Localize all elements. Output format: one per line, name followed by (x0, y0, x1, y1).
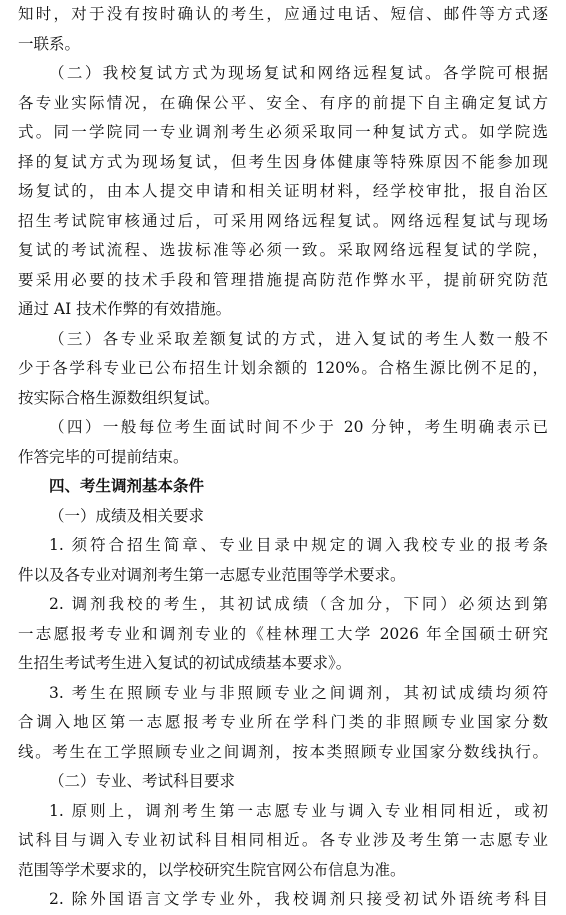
text-line: 场复试的，由本人提交申请和相关证明材料，经学校审批，报自治区 (18, 182, 548, 200)
text-line: 1. 原则上，调剂考生第一志愿专业与调入专业相同相近，或初 (49, 801, 548, 820)
text-line: 一志愿报考专业和调剂专业的《桂林理工大学 2026 年全国硕士研究 (18, 624, 548, 643)
text-line: 作答完毕的可提前结束。 (18, 447, 189, 466)
text-line: 试科目与调入专业初试科目相同相近。各专业涉及考生第一志愿专业 (18, 831, 548, 849)
text-line: （一）成绩及相关要求 (49, 506, 205, 525)
section-heading: 四、考生调剂基本条件 (49, 477, 205, 495)
text-line: 式。同一学院同一专业调剂考生必须采取同一种复试方式。如学院选 (18, 123, 548, 141)
text-line: （三）各专业采取差额复试的方式，进入复试的考生人数一般不 (49, 329, 548, 348)
text-line: 通过 AI 技术作弊的有效措施。 (18, 300, 232, 318)
text-line: （二）专业、考试科目要求 (49, 772, 236, 790)
text-line: 复试的考试流程、选拔标准等必须一致。采取网络远程复试的学院， (18, 241, 548, 259)
text-line: 范围等学术要求的，以学校研究生院官网公布信息为准。 (18, 860, 406, 879)
document-page (18, 0, 548, 915)
text-line: 2. 除外国语言文学专业外，我校调剂只接受初试外语统考科目 (49, 890, 548, 908)
text-line: 2. 调剂我校的考生，其初试成绩（含加分，下同）必须达到第 (49, 595, 548, 613)
text-line: （四）一般每位考生面试时间不少于 20 分钟，考生明确表示已 (49, 418, 548, 436)
text-line: （二）我校复试方式为现场复试和网络远程复试。各学院可根据 (49, 64, 548, 82)
text-line: 招生考试院审核通过后，可采用网络远程复试。网络远程复试与现场 (18, 211, 548, 230)
text-line: 择的复试方式为现场复试，但考生因身体健康等特殊原因不能参加现 (18, 152, 548, 171)
text-line: 线。考生在工学照顾专业之间调剂，按本类照顾专业国家分数线执行。 (18, 742, 548, 761)
text-line: 3. 考生在照顾专业与非照顾专业之间调剂，其初试成绩均须符 (49, 683, 548, 702)
text-line: 生招生考试考生进入复试的初试成绩基本要求》。 (18, 654, 352, 672)
text-line: 按实际合格生源数组织复试。 (18, 388, 220, 407)
text-line: 知时，对于没有按时确认的考生，应通过电话、短信、邮件等方式逐 (18, 5, 548, 23)
text-line: 要采用必要的技术手段和管理措施提高防范作弊水平，提前研究防范 (18, 270, 548, 289)
text-line: 件以及各专业对调剂考生第一志愿专业范围等学术要求。 (18, 565, 406, 584)
text-line: 少于各学科专业已公布招生计划余额的 120%。合格生源比例不足的， (18, 359, 548, 377)
text-line: 一联系。 (18, 34, 81, 53)
text-line: 1. 须符合招生简章、专业目录中规定的调入我校专业的报考条 (49, 536, 548, 554)
text-line: 合调入地区第一志愿报考专业所在学科门类的非照顾专业国家分数 (18, 713, 548, 731)
text-line: 各专业实际情况，在确保公平、安全、有序的前提下自主确定复试方 (18, 93, 548, 112)
